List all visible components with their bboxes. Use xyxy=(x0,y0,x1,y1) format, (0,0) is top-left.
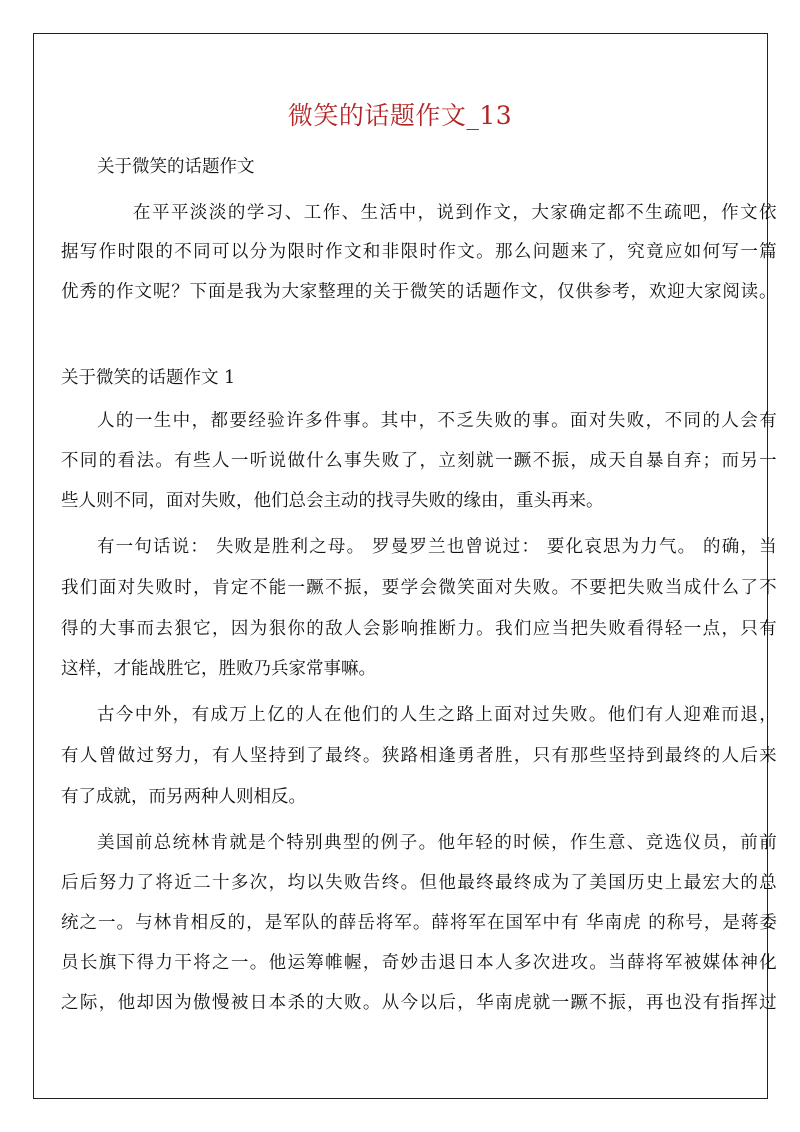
body-line: 人的一生中，都要经验许多件事。其中，不乏失败的事。面对失败，不同的人会有 xyxy=(97,411,779,431)
body-line: 些人则不同，面对失败，他们总会主动的找寻失败的缘由，重头再来。 xyxy=(61,491,604,511)
body-line: 我们面对失败时，肯定不能一蹶不振，要学会微笑面对失败。不要把失败当成什么了不 xyxy=(61,578,779,598)
intro-line: 优秀的作文呢？下面是我为大家整理的关于微笑的话题作文，仅供参考，欢迎大家阅读。 xyxy=(61,282,778,302)
body-line: 有了成就，而另两种人则相反。 xyxy=(61,787,306,807)
body-line: 有人曾做过努力，有人坚持到了最终。狭路相逢勇者胜，只有那些坚持到最终的人后来 xyxy=(61,746,779,766)
page-border xyxy=(33,33,768,1099)
document-subtitle: 关于微笑的话题作文 xyxy=(97,157,255,177)
section-heading: 关于微笑的话题作文 1 xyxy=(61,368,236,388)
body-line: 古今中外，有成万上亿的人在他们的人生之路上面对过失败。他们有人迎难而退， xyxy=(97,705,779,725)
body-line: 这样，才能战胜它，胜败乃兵家常事嘛。 xyxy=(61,659,376,679)
document-title: 微笑的话题作文_13 xyxy=(287,101,513,130)
body-line: 得的大事而去狠它，因为狠你的敌人会影响推断力。我们应当把失败看得轻一点，只有 xyxy=(61,619,779,639)
body-line: 之际，他却因为傲慢被日本杀的大败。从今以后，华南虎就一蹶不振，再也没有指挥过 xyxy=(61,993,779,1013)
body-line: 美国前总统林肯就是个特别典型的例子。他年轻的时候，作生意、竞选仪员，前前 xyxy=(97,833,779,853)
body-line: 后后努力了将近二十多次，均以失败告终。但他最终最终成为了美国历史上最宏大的总 xyxy=(61,873,779,893)
intro-line: 据写作时限的不同可以分为限时作文和非限时作文。那么问题来了，究竟应如何写一篇 xyxy=(61,242,779,262)
body-line: 员长旗下得力干将之一。他运筹帷幄，奇妙击退日本人多次进攻。当薛将军被媒体神化 xyxy=(61,953,779,973)
body-line: 不同的看法。有些人一听说做什么事失败了，立刻就一蹶不振，成天自暴自弃；而另一 xyxy=(61,451,779,471)
body-line: 有一句话说： 失败是胜利之母。 罗曼罗兰也曾说过： 要化哀思为力气。 的确，当 xyxy=(97,537,778,557)
intro-line: 在平平淡淡的学习、工作、生活中，说到作文，大家确定都不生疏吧，作文依 xyxy=(133,203,778,223)
body-line: 统之一。与林肯相反的，是军队的薛岳将军。薛将军在国军中有 华南虎 的称号，是蒋委 xyxy=(61,913,778,933)
